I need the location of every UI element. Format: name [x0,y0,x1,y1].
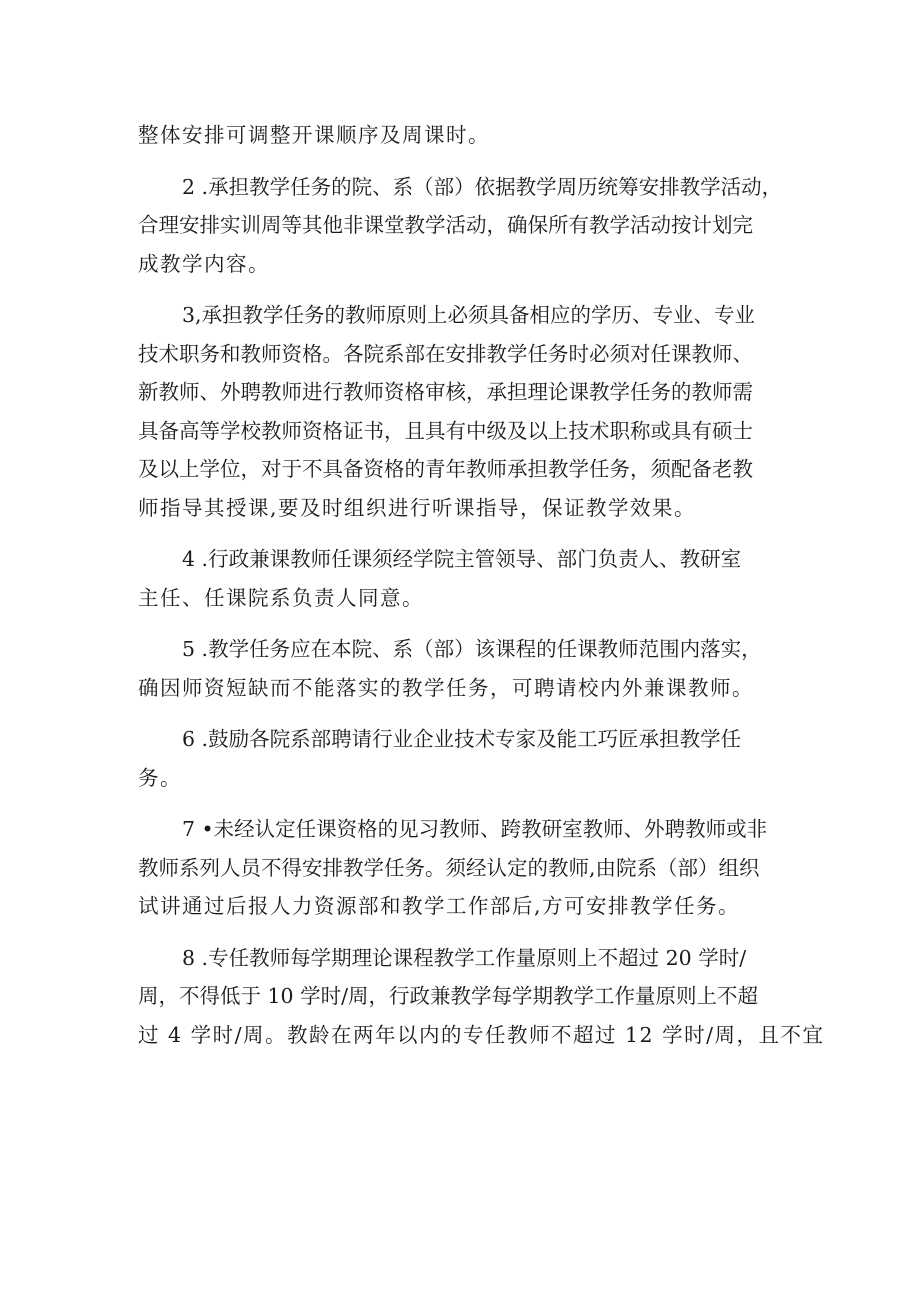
paragraph-p-item-4 [138,540,798,617]
document-body [138,116,825,1054]
text-line: 及以上学位，对于不具备资格的青年教师承担教学任务，须配备老教 [138,457,753,481]
text-line: 6 .鼓励各院系部聘请行业企业技术专家及能工巧匠承担教学任 [182,727,742,751]
text-line: 新教师、外聘教师进行教师资格审核，承担理论课教学任务的教师需 [138,380,753,404]
paragraph-p-item-8 [138,939,825,1055]
paragraph-p-item-7 [138,810,798,926]
text-line: 具备高等学校教师资格证书，且具有中级及以上技术职称或具有硕士 [138,418,753,443]
text-line: 合理安排实训周等其他非课堂教学活动，确保所有教学活动按计划完 [138,213,753,237]
text-line: 周，不得低于 10 学时/周，行政兼教学每学期教学工作量原则上不超 [138,984,759,1008]
text-line: 4 .行政兼课教师任课须经学院主管领导、部门负责人、教研室 [182,547,742,571]
paragraph-p-continuation [138,116,798,155]
text-line: 确因师资短缺而不能落实的教学任务，可聘请校内外兼课教师。 [138,675,754,700]
text-line: 2 .承担教学任务的院、系（部）依据教学周历统筹安排教学活动， [182,174,783,199]
text-line: 过 4 学时/周。教龄在两年以内的专任教师不超过 12 学时/周，且不宜 [138,1022,825,1047]
paragraph-p-item-5 [138,630,798,707]
paragraph-p-item-3 [138,296,798,527]
text-line: 务。 [138,765,182,790]
text-line: 8 .专任教师每学期理论课程教学工作量原则上不超过 20 学时/ [182,945,747,970]
text-line: 师指导其授课,要及时组织进行听课指导，保证教学效果。 [138,495,697,520]
text-line: 教师系列人员不得安排教学任务。须经认定的教师,由院系（部）组织 [138,855,760,880]
text-line: 成教学内容。 [138,251,270,276]
text-line: 7 •未经认定任课资格的见习教师、跨教研室教师、外聘教师或非 [182,817,768,841]
text-line: 主任、任课院系负责人同意。 [138,585,424,610]
paragraph-p-item-2 [138,168,798,284]
text-line: 试讲通过后报人力资源部和教学工作部后,方可安排教学任务。 [138,894,741,918]
text-line: 技术职务和教师资格。各院系部在安排教学任务时必须对任课教师、 [138,341,753,366]
text-line: 5 .教学任务应在本院、系（部）该课程的任课教师范围内落实， [182,637,762,661]
paragraph-p-item-6 [138,720,798,797]
text-line: 整体安排可调整开课顺序及周课时。 [138,123,490,147]
text-line: 3,承担教学任务的教师原则上必须具备相应的学历、专业、专业 [182,303,756,327]
